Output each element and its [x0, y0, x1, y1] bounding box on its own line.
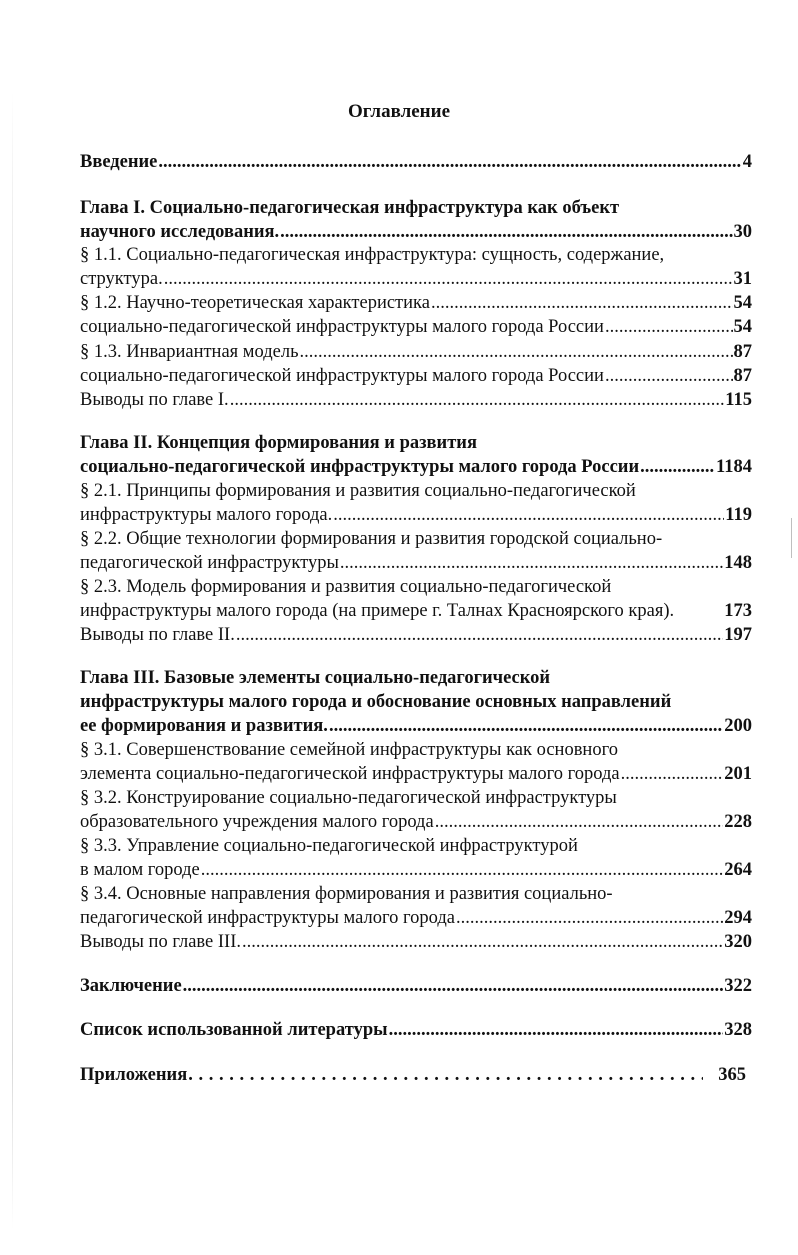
toc-section-2-3[interactable]: инфраструктуры малого города (на примере г. Талнах Красноярского края). 173	[80, 601, 752, 621]
scan-edge-mark	[791, 518, 792, 558]
toc-section-2-2[interactable]: педагогической инфраструктуры ..... 148	[80, 551, 752, 575]
toc-chapter-2-line1[interactable]: Глава II. Концепция формирования и развития	[80, 433, 477, 453]
toc-section-2-1-line1[interactable]: § 2.1. Принципы формирования и развития социально-педагогической	[80, 481, 636, 501]
toc-section-3-4-line1[interactable]: § 3.4. Основные направления формирования и развития социально-	[80, 884, 613, 904]
toc-section-1-2-subtitle[interactable]: социально-педагогической инфраструктуры малого города России ..... 54	[80, 315, 752, 339]
toc-chapter-1[interactable]: научного исследования. ..... 30	[80, 220, 752, 244]
toc-title: Оглавление	[347, 101, 451, 122]
toc-section-3-1[interactable]: элемента социально-педагогической инфраструктуры малого города ..... 201	[80, 762, 752, 786]
toc-chapter-3[interactable]: ее формирования и развития. ..... 200	[80, 714, 752, 738]
toc-section-3-3[interactable]: в малом городе ..... 264	[80, 858, 752, 882]
toc-section-2-3-line1[interactable]: § 2.3. Модель формирования и развития социально-педагогической	[80, 577, 612, 597]
toc-entry-conclusion[interactable]: Заключение ..... 322	[80, 974, 752, 998]
toc-section-3-2[interactable]: образовательного учреждения малого города ..... 228	[80, 810, 752, 834]
toc-chapter-2[interactable]: социально-педагогической инфраструктуры малого города России ..... 1184	[80, 455, 752, 479]
toc-entry-introduction[interactable]: Введение ..... 4	[80, 150, 752, 174]
toc-section-1-2[interactable]: § 1.2. Научно-теоретическая характеристика ..... 54	[80, 291, 752, 315]
toc-section-1-1[interactable]: структура. ..... 31	[80, 267, 752, 291]
toc-section-2-1[interactable]: инфраструктуры малого города. ..... 119	[80, 503, 752, 527]
toc-entry-appendices[interactable]: Приложения . . . 365	[80, 1063, 746, 1087]
toc-section-3-4[interactable]: педагогической инфраструктуры малого города ..... 294	[80, 906, 752, 930]
toc-conclusions-chapter-1[interactable]: Выводы по главе I. ..... 115	[80, 388, 752, 412]
toc-section-3-3-line1[interactable]: § 3.3. Управление социально-педагогической инфраструктурой	[80, 836, 578, 856]
scan-edge-line	[12, 90, 13, 1230]
toc-section-1-3[interactable]: § 1.3. Инвариантная модель ..... 87	[80, 340, 752, 364]
toc-chapter-1-line1[interactable]: Глава I. Социально-педагогическая инфраструктура как объект	[80, 198, 620, 218]
toc-section-1-1-line1[interactable]: § 1.1. Социально-педагогическая инфраструктура: сущность, содержание,	[80, 245, 665, 265]
toc-section-3-1-line1[interactable]: § 3.1. Совершенствование семейной инфраструктуры как основного	[80, 740, 618, 760]
toc-section-2-2-line1[interactable]: § 2.2. Общие технологии формирования и развития городской социально-	[80, 529, 663, 549]
toc-conclusions-chapter-2[interactable]: Выводы по главе II. ..... 197	[80, 623, 752, 647]
toc-chapter-3-line2[interactable]: инфраструктуры малого города и обоснование основных направлений	[80, 692, 672, 712]
toc-chapter-3-line1[interactable]: Глава III. Базовые элементы социально-педагогической	[80, 668, 551, 688]
toc-conclusions-chapter-3[interactable]: Выводы по главе III. ..... 320	[80, 930, 752, 954]
toc-section-3-2-line1[interactable]: § 3.2. Конструирование социально-педагогической инфраструктуры	[80, 788, 617, 808]
toc-section-1-3-subtitle[interactable]: социально-педагогической инфраструктуры малого города России ..... 87	[80, 364, 752, 388]
toc-entry-bibliography[interactable]: Список использованной литературы ..... 328	[80, 1018, 752, 1042]
